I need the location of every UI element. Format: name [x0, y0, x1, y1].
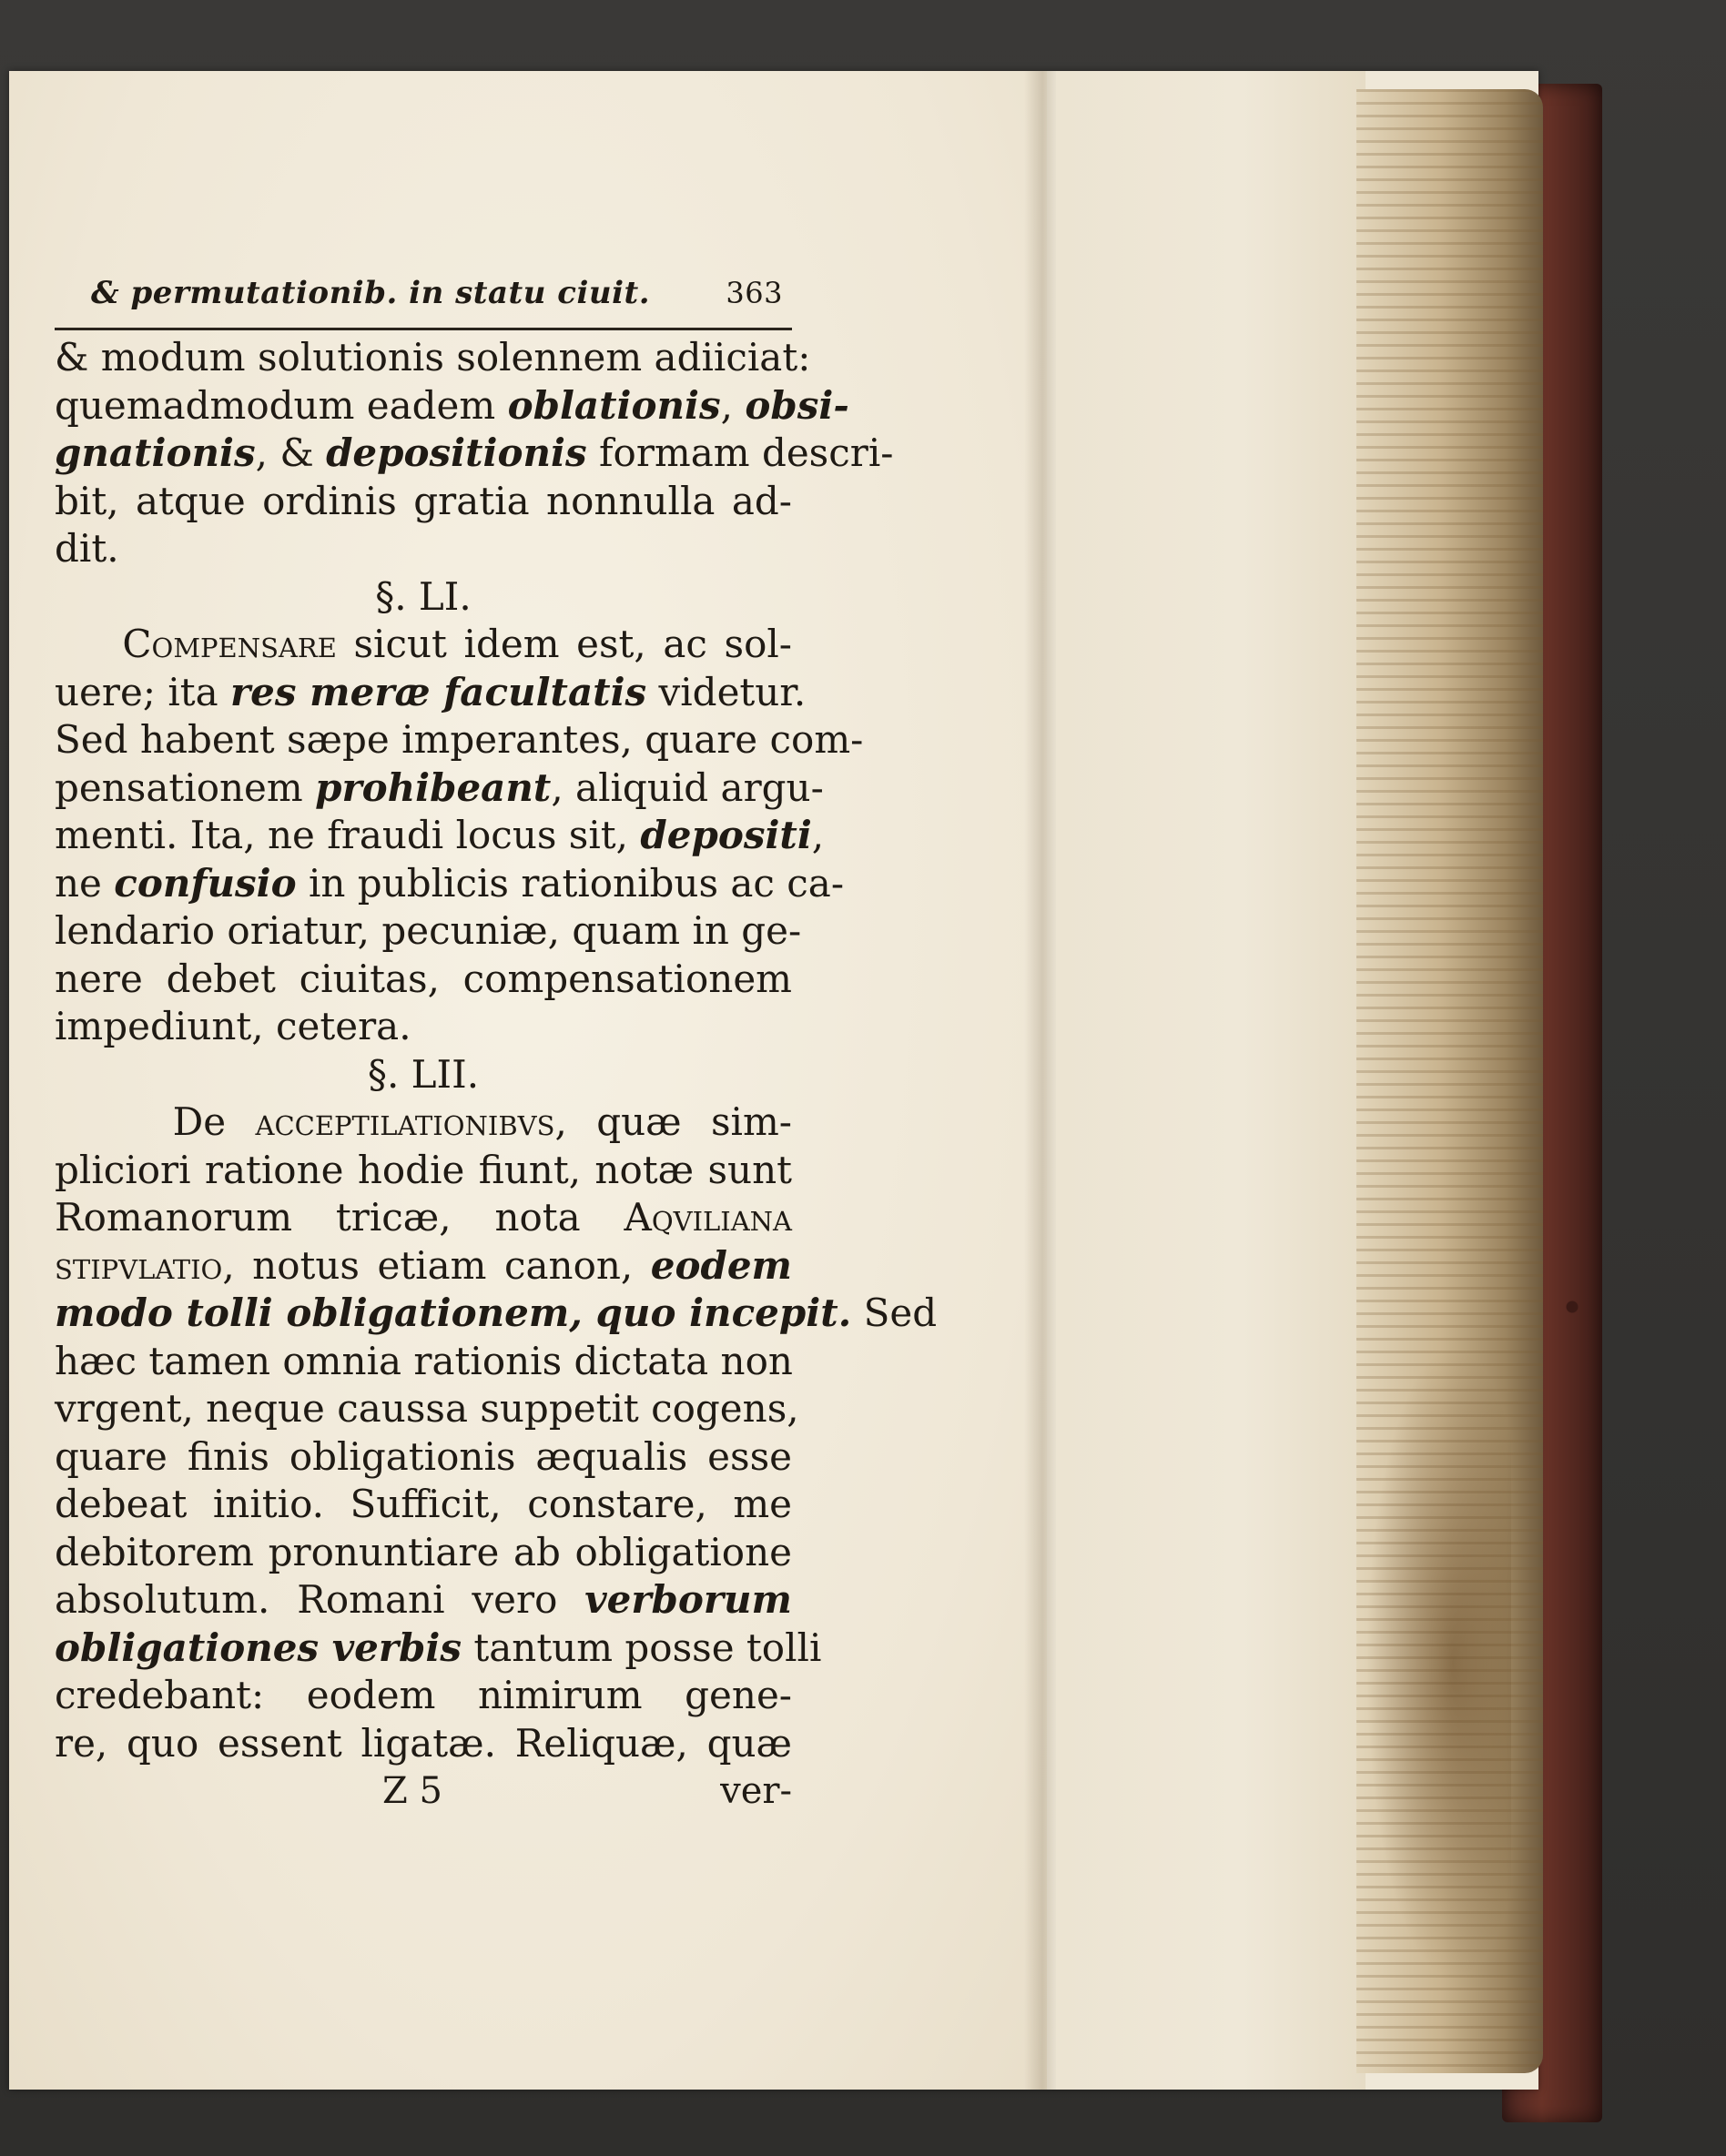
- text-line: debeat initio. Sufficit, constare, me: [55, 1482, 792, 1526]
- signature-mark: Z 5: [382, 1770, 442, 1812]
- text-line: credebant: eodem nimirum gene-: [55, 1673, 792, 1717]
- text-line: re, quo essent ligatæ. Reliquæ, quæ: [55, 1720, 792, 1766]
- text-line: absolutum. Romani vero verborum: [55, 1577, 792, 1622]
- page-number: 363: [726, 276, 783, 310]
- text-line: dit.: [55, 526, 119, 571]
- page-text-block: [55, 275, 938, 1815]
- text-line: ne confusio in publicis rationibus ac ca-: [55, 860, 845, 906]
- text-line: modo tolli obligationem, quo incepit. Sed: [55, 1291, 938, 1335]
- text-line: stipvlatio, notus etiam canon, eodem: [55, 1242, 792, 1288]
- text-line: nere debet ciuitas, compensationem: [55, 956, 792, 1001]
- text-line: Sed habent sæpe imperantes, quare com-: [55, 717, 864, 762]
- text-line: impediunt, cetera.: [55, 1004, 411, 1048]
- page-gutter: [1024, 71, 1061, 2090]
- text-line: De acceptilationibvs, quæ sim-: [172, 1099, 793, 1144]
- section-heading: §. LI.: [375, 573, 472, 619]
- running-head: [55, 275, 792, 322]
- running-head-title: & permutationib. in statu ciuit.: [91, 275, 651, 311]
- head-rule: [55, 328, 792, 330]
- text-line: menti. Ita, ne fraudi locus sit, depositi,: [55, 813, 825, 857]
- text-line: obligationes verbis tantum posse tolli: [55, 1625, 822, 1670]
- text-line: & modum solutionis solennem adiiciat:: [55, 335, 811, 380]
- text-line: vrgent, neque caussa suppetit cogens,: [55, 1386, 799, 1431]
- text-line: quemadmodum eadem oblationis, obsi-: [55, 382, 849, 428]
- book-block: [9, 71, 1538, 2090]
- text-line: Romanorum tricæ, nota Aqviliana: [55, 1195, 792, 1240]
- text-line: hæc tamen omnia rationis dictata non: [55, 1338, 793, 1383]
- text-line: uere; ita res meræ facultatis videtur.: [55, 669, 807, 714]
- text-line: Compensare sicut idem est, ac sol-: [122, 622, 792, 666]
- text-line: lendario oriatur, pecuniæ, quam in ge-: [55, 908, 802, 953]
- edge-stain: [1366, 1345, 1511, 1982]
- page-footer: [55, 1767, 792, 1815]
- text-line: pliciori ratione hodie fiunt, notæ sunt: [55, 1147, 792, 1192]
- section-heading: §. LII.: [367, 1051, 480, 1097]
- text-line: debitorem pronuntiare ab obligatione: [55, 1529, 792, 1574]
- text-line: bit, atque ordinis gratia nonnulla ad-: [55, 478, 792, 523]
- text-line: quare finis obligationis æqualis esse: [55, 1433, 792, 1479]
- catchword: ver-: [720, 1770, 792, 1812]
- text-line: pensationem prohibeant, aliquid argu-: [55, 764, 824, 810]
- blank-facing-page: [1056, 71, 1366, 2090]
- text-line: gnationis, & depositionis formam descri-: [55, 430, 894, 475]
